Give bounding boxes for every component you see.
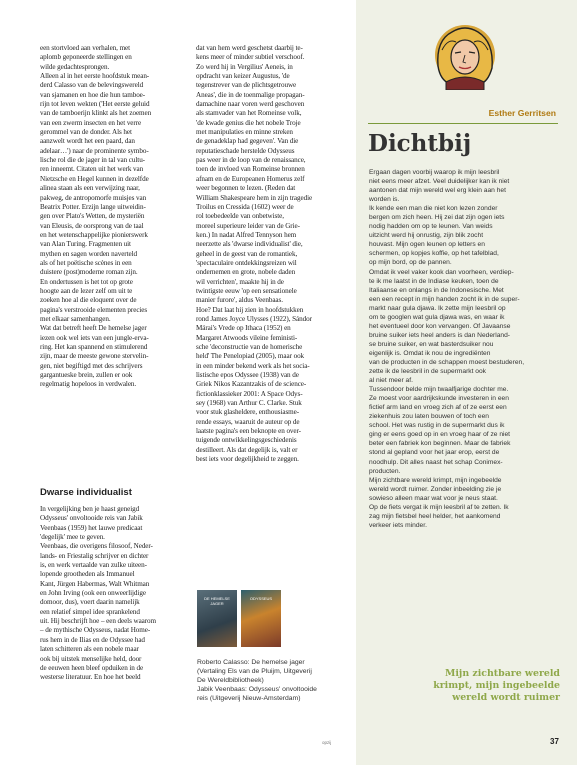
pull-quote: Mijn zichtbare wereld krimpt, mijn ingebeelde wereld wordt ruimer — [433, 668, 560, 703]
book-cover-odysseus — [241, 590, 281, 647]
column-body-text: Ergaan dagen voorbij waarop ik mijn leesbril niet eens meer afzet. Veel duidelijker kan ik niet aantonen dat mijn wereld wel erg klein aan het worden is. Ik kende een man die niet kon lezen zonder bergen om zich heen. Hij zei dat zijn ogen iets nodig hadden om op te leunen. Van weids uitzicht werd hij onrustig, zijn blik zocht houvast. Mijn ogen leunen op letters en schermen, op kopjes koffie, op het tafelblad, op mijn bord, op de pannen. Omdat ik veel vaker kook dan voorheen, verdiep- te ik me laatst in de Indiase keuken, toen de Italiaanse en onlangs in de Indonesische. Met een een recept in mijn handen zocht ik in de super- markt naar gula djawa. Ik zette mijn leesbril op om te googlen wat gula djawa was, en waar ik het eventueel door kon vervangen. Of Javaanse bruine suiker iets heel anders is dan Nederland- se bruine suiker, en wat basterdsuiker nou eigenlijk is. Omdat ik nou de ingrediënten van de producten in de schappen moest bestuderen, zette ik de leesbril in de supermarkt ook al niet meer af. Tussendoor belde mijn twaalfjarige dochter me. Ze moest voor aardrijkskunde investeren in een fictief arm land en vroeg zich af of ze eerst een ziekenhuis zou laten bouwen of toch een school. Het was rustig in de supermarkt dus ik ging er eens goed op in en vroeg haar of ze niet beter een fabriek kon beginnen. Maar de fabriek stond al gepland voor het jaar erop, eerst de noodhulp. Dit alles naast het schap Conimex- producten. Mijn zichtbare wereld krimpt, mijn ingebeelde wereld wordt ruimer. Zonder inbeelding zie je sowieso alleen maar wat voor je neus staat. Op de fiets vergat ik mijn leesbril af te zetten. Ik zag mijn fietsbel heel helder, het aankomend verkeer iets minder. — [369, 169, 525, 529]
columnist-name: Esther Gerritsen — [488, 108, 556, 118]
section-heading: Dwarse individualist — [40, 487, 132, 498]
book-cover-title: DE HEMELSE JAGER — [204, 596, 230, 606]
magazine-mark: opzij — [322, 740, 332, 745]
article-column-1-continued: In vergelijking ben je haast geneigd Odysseus' onvoltooide reis van Jabik Veenbaas (1959) het lauwe predicaat 'degelijk' mee te geven. Veenbaas, die overigens filosoof, Neder- lands- en Friestalig schrijver en dichter is, en werk vertaalde van zulke uiteen- lopende grootheden als Immanuel Kant, Jürgen Habermas, Walt Whitman en John Irving (ook een onweerlijdige domoor, dus), voert daarin namelijk een relatief simpel idee sprankelend uit. Hij beschrijft hoe – een deels waarom – de mythische Odysseus, nadat Home- rus hem in de Ilias en de Odyssee had laten schitteren als een nobele maar ook bij uitstek menselijke held, door de eeuwen heen bleef opduiken in de westerse literatuur. En hoe het beeld — [40, 505, 157, 682]
column-title: Dichtbij — [368, 130, 472, 157]
page-number: 37 — [550, 737, 559, 746]
divider — [368, 123, 558, 124]
author-portrait-illustration — [430, 20, 500, 90]
article-column-2: dat van hem werd geschetst daarbij te- kens meer of minder subtiel verschoof. Zo werd hij in Vergilius' Aeneis, in opdracht van keizer Augustus, 'de tegenstrever van de plichtsgetrouwe Aneas', die in de toenmalige propagan- damachine naar voren werd geschoven als stamvader van het Romeinse volk, 'de kwade genius die het nobele Troje met manipulaties en minne streken de genadeklap had gegeven'. Van die reputatieschade herstelde Odysseus pas weer in de loop van de renaissance, toen de invloed van Romeinse bronnen afnam en de Europeanen Homerus zelf weer begonnen te lezen. (Reden dat William Shakespeare hem in zijn tragedie Troilus en Cressida (1602) weer de rol toebedeelde van onbetwiste, moreel superieure leider van de Grie- ken.) In nadat Alfred Tennyson hem neerzette als 'dwarse individualist' die, geheel in de geest van de romantiek, 'spectaculaire ontdekkingsreizen wil ondernemen en grote, nobele daden wil verrichten', maakte hij in de twintigste eeuw 'op een sensationele manier furore', aldus Veenbaas. Hoe? Dat laat hij zien in hoofdstukken rond James Joyce Ulysses (1922), Sándor Márai's Vrede op Ithaca (1952) en Margaret Atwoods vileine feministi- sche 'deconstructie van de homerische held' The Penelopiad (2005), maar ook in een minder bekend werk als het socia- listische epos Odyssee (1938) van de Griek Nikos Kazantzakis of de science- fictionklassieker 2001: A Space Odys- sey (1968) van Arthur C. Clarke. Stuk voor stuk glasheldere, enthousiasme- rende essays, waaruit de auteur op de laatste pagina's een beknopte en over- tuigende ontwikkelingsgeschiedenis destilleert. Als dat degelijk is, valt er best iets voor degelijkheid te zeggen. — [196, 44, 313, 464]
book-caption: Roberto Calasso: De hemelse jager (Vertaling Els van de Pluijm, Uitgeverij De Wereldbibliotheek) Jabik Veenbaas: Odysseus' onvoltooide reis (Uitgeverij Nieuw-Amsterdam) — [197, 659, 317, 703]
article-column-1: een stortvloed aan verhalen, met aplomb geponeerde stellingen en wilde gedachtesprongen. Alleen al in het eerste hoofdstuk mean- derd Calasso van de belevingswereld van sjamanen en hoe die hun tamboe- rijn tot leven wekten ('Het eerste geluid van de tamboerijn klinkt als het zoemen van een zwerm insecten en het verre gerommel van de donder. Als het aanzwelt wordt het een paard, dan adelaar…') naar de prominente symbo- lische rol die de jager in tal van cultu- ren inneemt. Citaten uit het werk van Nietzsche en Hegel kunnen in dezelfde alinea staan als een verwijzing naar, pakweg, de antropomorfe muisjes van Beatrix Potter. Erzijn lange uitweidin- gen over Plato's Wetten, de mysteriën van Eleusis, de oorsprong van de taal en het wetenschappelijke pionierswerk van Alan Turing. Fragmenten uit mythen en sagen worden naverteld als of het poëtische scènes in een duistere (post)moderne roman zijn. En ondertussen is het tot op grote hoogte aan de lezer zelf om uit te zoeken hoe al die eloquent over de pagina's verstrooide elementen precies met elkaar samenhangen. Wat dat betreft heeft De hemelse jager iezen ook wel iets van een jungle-erva- ring. Het kan spannend en stimulerend zijn, maar de meeste gewone stervelin- gen, niet begiftigd met des schrijvers gargantueske brein, zullen er ook regelmatig hopeloos in verdwalen. — [40, 44, 152, 389]
book-cover-hemelse-jager — [197, 590, 237, 647]
book-cover-title: ODYSSEUS — [249, 596, 273, 601]
